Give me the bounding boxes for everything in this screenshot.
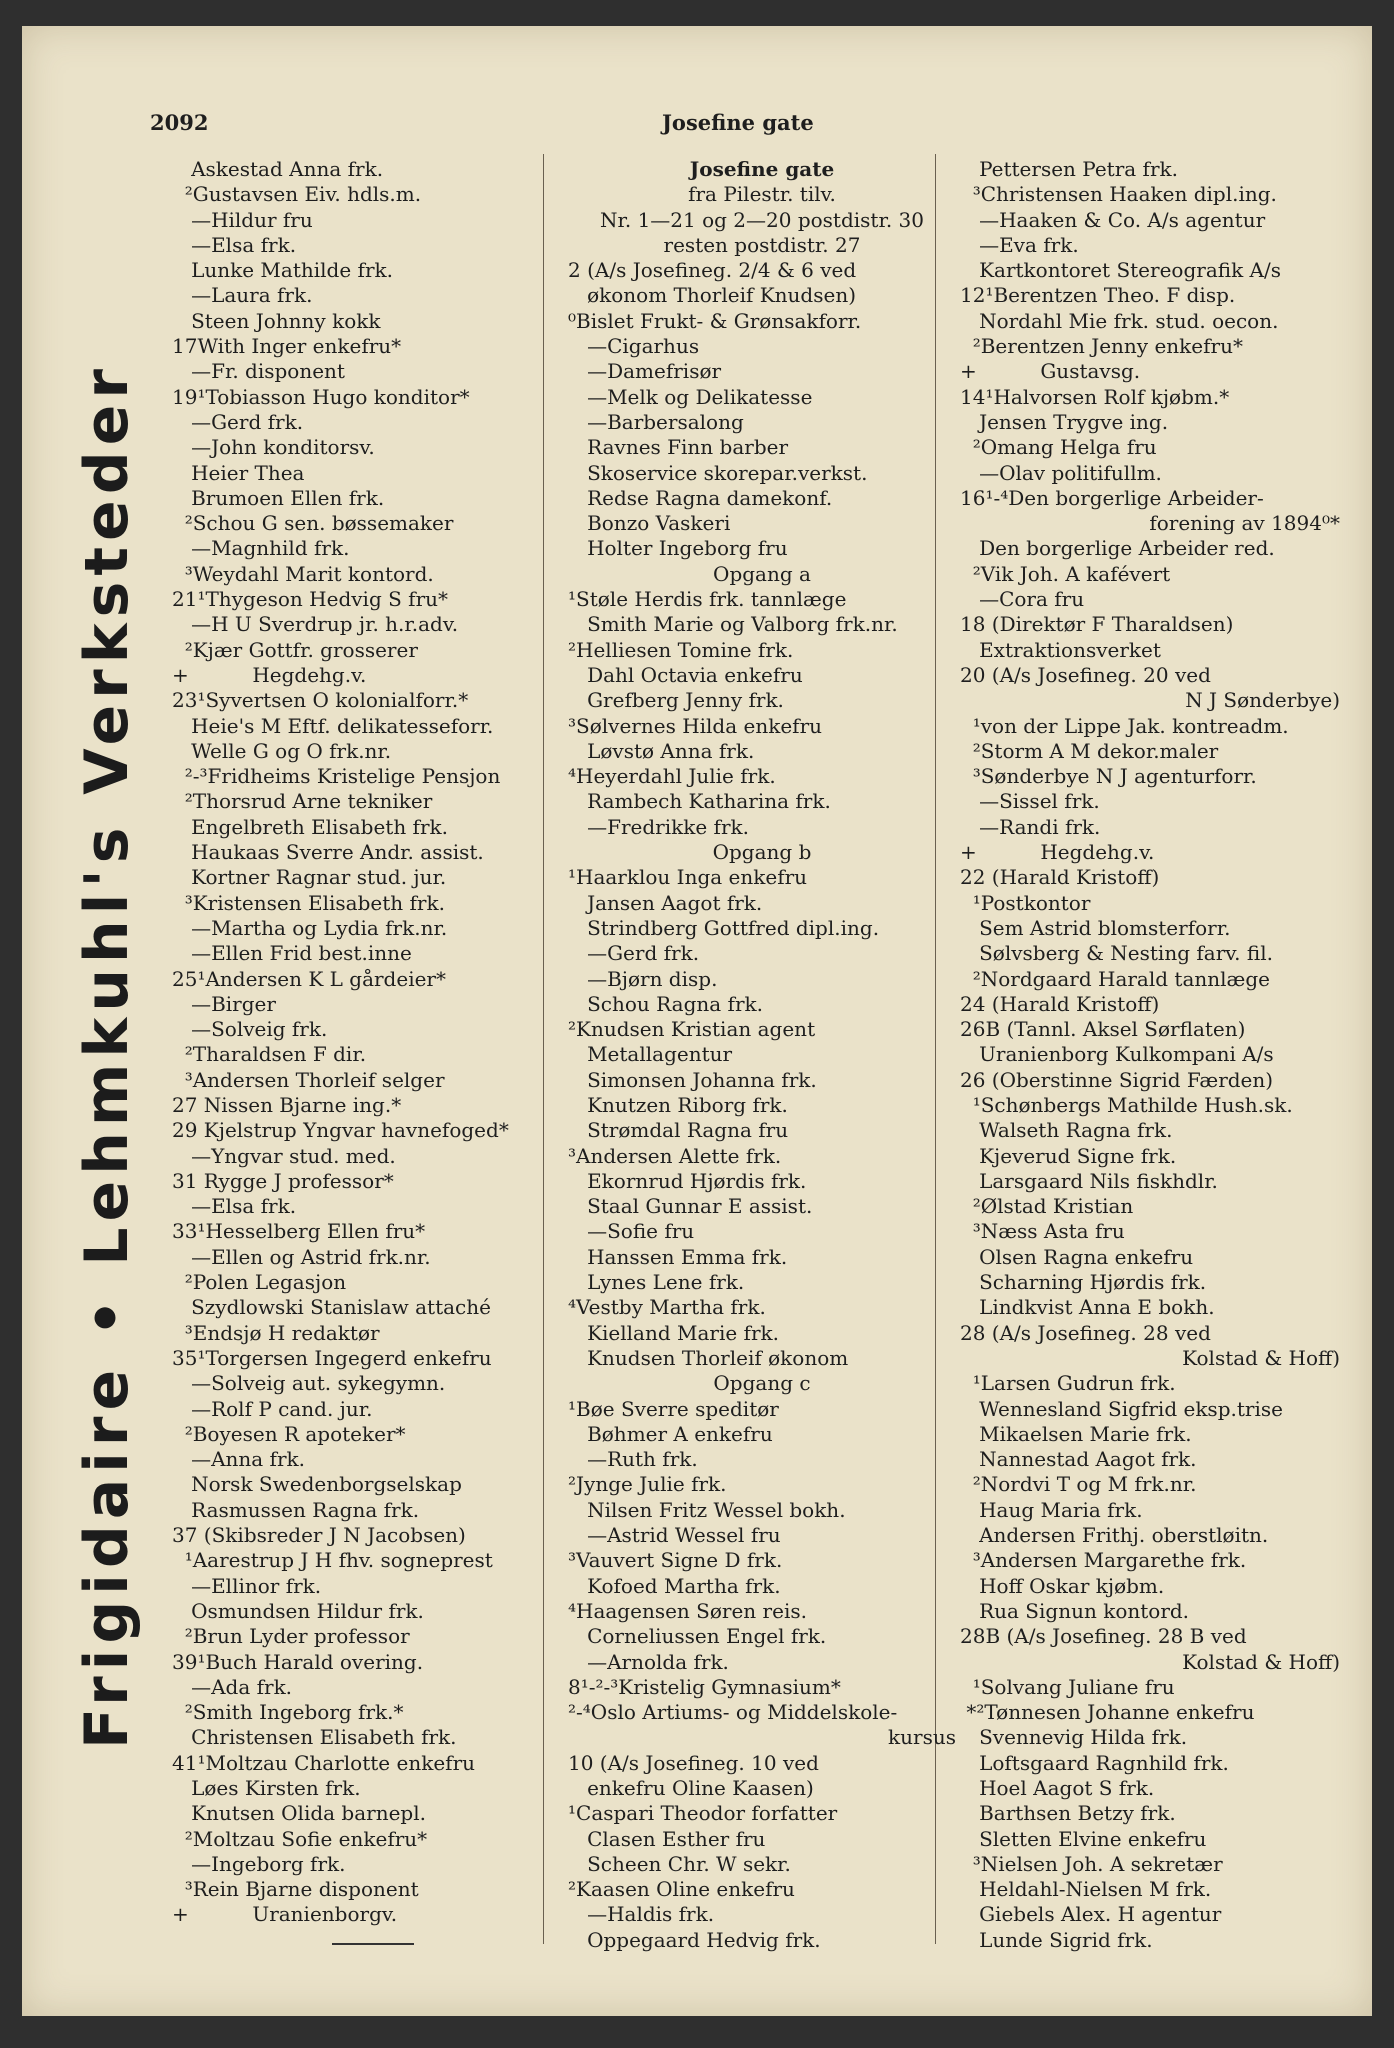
directory-entry: ¹Solvang Juliane fru [960, 1674, 1175, 1699]
directory-entry: Welle G og O frk.nr. [172, 738, 392, 763]
directory-entry: kursus [888, 1725, 956, 1750]
directory-entry: 12¹Berentzen Theo. F disp. [960, 283, 1236, 308]
directory-entry: ²Smith Ingeborg frk.* [172, 1700, 404, 1725]
directory-entry: Svennevig Hilda frk. [960, 1725, 1188, 1750]
directory-entry: ³Andersen Alette frk. [568, 1143, 782, 1168]
page-number: 2092 [150, 110, 209, 135]
directory-entry: ²Omang Helga fru [960, 435, 1157, 460]
directory-entry: Kolstad & Hoff) [1182, 1345, 1340, 1370]
directory-column-1 [172, 157, 564, 1928]
directory-entry: Loftsgaard Ragnhild frk. [960, 1750, 1229, 1775]
directory-entry: ⁴Heyerdahl Julie frk. [568, 764, 776, 789]
directory-entry: —Martha og Lydia frk.nr. [172, 915, 448, 940]
directory-entry: ¹Postkontor [960, 890, 1091, 915]
directory-entry: 35¹Torgersen Ingegerd enkefru [172, 1345, 492, 1370]
directory-entry: ²Jynge Julie frk. [568, 1472, 727, 1497]
directory-entry: Lunke Mathilde frk. [172, 258, 393, 283]
directory-entry: 25¹Andersen K L gårdeier* [172, 966, 446, 991]
directory-entry: Kofoed Martha frk. [568, 1573, 781, 1598]
directory-entry: —Sissel frk. [960, 789, 1100, 814]
directory-entry: 20 (A/s Josefineg. 20 ved [960, 662, 1211, 687]
directory-entry: Nannestad Aagot frk. [960, 1447, 1197, 1472]
directory-entry: Brumoen Ellen frk. [172, 485, 385, 510]
directory-entry: Engelbreth Elisabeth frk. [172, 814, 448, 839]
directory-entry: Hanssen Emma frk. [568, 1244, 788, 1269]
directory-entry: ²Knudsen Kristian agent [568, 1017, 816, 1042]
directory-entry: ²Brun Lyder professor [172, 1624, 410, 1649]
directory-entry: —Cora fru [960, 587, 1085, 612]
directory-entry: —Fr. disponent [172, 359, 345, 384]
directory-entry: ²Nordgaard Harald tannlæge [960, 966, 1270, 991]
directory-entry: ²Helliesen Tomine frk. [568, 637, 794, 662]
directory-entry: ¹Støle Herdis frk. tannlæge [568, 587, 847, 612]
directory-entry: Walseth Ragna frk. [960, 1118, 1173, 1143]
directory-entry: Bonzo Vaskeri [568, 511, 731, 536]
directory-entry: Opgang b [712, 840, 812, 865]
directory-entry: Hoff Oskar kjøbm. [960, 1573, 1165, 1598]
directory-entry: —Ada frk. [172, 1674, 293, 1699]
directory-entry: 10 (A/s Josefineg. 10 ved [568, 1750, 819, 1775]
end-rule [332, 1943, 414, 1945]
directory-entry: ⁴Vestby Martha frk. [568, 1295, 766, 1320]
directory-entry: 28 (A/s Josefineg. 28 ved [960, 1320, 1211, 1345]
directory-entry: —John konditorsv. [172, 435, 375, 460]
directory-entry: enkefru Oline Kaasen) [568, 1776, 814, 1800]
directory-entry: ³Vauvert Signe D frk. [568, 1548, 783, 1573]
directory-entry: Knudsen Thorleif økonom [568, 1345, 849, 1370]
directory-entry: Corneliussen Engel frk. [568, 1624, 827, 1649]
directory-entry: Schou Ragna frk. [568, 991, 763, 1016]
directory-entry: —Laura frk. [172, 283, 313, 308]
directory-page [22, 26, 1372, 2016]
directory-entry: Holter Ingeborg fru [568, 536, 788, 561]
directory-entry: Skoservice skorepar.verkst. [568, 460, 868, 485]
directory-entry: ²-³Fridheims Kristelige Pensjon [172, 764, 501, 789]
directory-entry: ³Endsjø H redaktør [172, 1320, 380, 1345]
directory-entry: Heie's M Eftf. delikatesseforr. [172, 713, 494, 738]
directory-entry: 23¹Syvertsen O kolonialforr.* [172, 688, 469, 713]
directory-entry: Haug Maria frk. [960, 1497, 1143, 1522]
directory-entry: Staal Gunnar E assist. [568, 1194, 813, 1219]
directory-entry: ⁰Bislet Frukt- & Grønsakforr. [568, 308, 862, 333]
directory-entry: Andersen Frithj. oberstløitn. [960, 1523, 1269, 1548]
directory-entry: Wennesland Sigfrid eksp.trise [960, 1396, 1283, 1421]
directory-entry: ¹Larsen Gudrun frk. [960, 1371, 1176, 1396]
directory-entry: —Arnolda frk. [568, 1649, 729, 1674]
directory-entry: —Elsa frk. [172, 1194, 297, 1219]
directory-entry: —Gerd frk. [172, 409, 304, 434]
directory-entry: —Hildur fru [172, 207, 313, 232]
directory-entry: ³Christensen Haaken dipl.ing. [960, 182, 1277, 207]
directory-entry: økonom Thorleif Knudsen) [568, 283, 857, 308]
directory-entry: + Hegdehg.v. [960, 840, 1155, 865]
directory-entry: Kortner Ragnar stud. jur. [172, 865, 447, 890]
directory-entry: ²Polen Legasjon [172, 1270, 347, 1295]
directory-entry: —Ingeborg frk. [172, 1851, 346, 1876]
directory-entry: Metallagentur [568, 1042, 733, 1067]
directory-entry: Olsen Ragna enkefru [960, 1244, 1194, 1269]
directory-entry: Hoel Aagot S frk. [960, 1776, 1155, 1800]
directory-entry: 31 Rygge J professor* [172, 1168, 394, 1193]
directory-entry: 22 (Harald Kristoff) [960, 865, 1160, 890]
directory-entry: ⁴Haagensen Søren reis. [568, 1598, 807, 1623]
directory-entry: 2 (A/s Josefineg. 2/4 & 6 ved [568, 258, 857, 283]
directory-entry: 18 (Direktør F Tharaldsen) [960, 612, 1234, 637]
directory-entry: ²Tharaldsen F dir. [172, 1042, 367, 1067]
directory-entry: —Randi frk. [960, 814, 1101, 839]
directory-entry: ²Kaasen Oline enkefru [568, 1877, 795, 1902]
directory-entry: Strømdal Ragna fru [568, 1118, 789, 1143]
directory-entry: Josefine gate [689, 157, 835, 181]
directory-entry: ²Storm A M dekor.maler [960, 738, 1219, 763]
directory-entry: —Haldis frk. [568, 1902, 715, 1927]
directory-entry: ²Moltzau Sofie enkefru* [172, 1826, 428, 1851]
directory-entry: 29 Kjelstrup Yngvar havnefoged* [172, 1118, 509, 1143]
directory-entry: Dahl Octavia enkefru [568, 662, 803, 687]
directory-entry: ³Andersen Margarethe frk. [960, 1548, 1247, 1573]
directory-entry: —Magnhild frk. [172, 536, 350, 561]
directory-entry: ³Sølvernes Hilda enkefru [568, 713, 823, 738]
directory-entry: Norsk Swedenborgselskap [172, 1472, 462, 1497]
directory-column-2 [568, 157, 956, 1953]
directory-entry: Lynes Lene frk. [568, 1270, 745, 1295]
directory-entry: 8¹-²-³Kristelig Gymnasium* [568, 1674, 841, 1699]
directory-entry: ²Gustavsen Eiv. hdls.m. [172, 182, 422, 207]
directory-entry: —Yngvar stud. med. [172, 1143, 396, 1168]
directory-entry: Extraktionsverket [960, 637, 1161, 662]
directory-entry: Larsgaard Nils fiskhdlr. [960, 1168, 1218, 1193]
directory-entry: 39¹Buch Harald overing. [172, 1649, 424, 1674]
directory-entry: —Rolf P cand. jur. [172, 1396, 373, 1421]
directory-entry: —Solveig frk. [172, 1017, 328, 1042]
directory-entry: 16¹-⁴Den borgerlige Arbeider- [960, 485, 1264, 510]
directory-entry: ³Andersen Thorleif selger [172, 1067, 445, 1092]
directory-entry: ³Weydahl Marit kontord. [172, 561, 434, 586]
directory-entry: ³Nielsen Joh. A sekretær [960, 1851, 1223, 1876]
directory-entry: —Damefrisør [568, 359, 722, 384]
directory-entry: Knutzen Riborg frk. [568, 1092, 788, 1117]
directory-entry: —Melk og Delikatesse [568, 384, 813, 409]
directory-entry: Strindberg Gottfred dipl.ing. [568, 915, 880, 940]
directory-entry: Haukaas Sverre Andr. assist. [172, 840, 484, 865]
directory-entry: Rasmussen Ragna frk. [172, 1497, 420, 1522]
directory-entry: Pettersen Petra frk. [960, 157, 1178, 181]
directory-entry: Uranienborg Kulkompani A/s [960, 1042, 1274, 1067]
directory-entry: —Solveig aut. sykegymn. [172, 1371, 446, 1396]
directory-entry: Knutsen Olida barnepl. [172, 1801, 426, 1826]
directory-column-3 [960, 157, 1340, 1953]
directory-entry: ¹Haarklou Inga enkefru [568, 865, 808, 890]
directory-entry: resten postdistr. 27 [663, 232, 861, 257]
directory-entry: Kartkontoret Stereografik A/s [960, 258, 1282, 283]
directory-entry: Bøhmer A enkefru [568, 1421, 773, 1446]
directory-entry: Szydlowski Stanislaw attaché [172, 1295, 491, 1320]
directory-entry: —Ruth frk. [568, 1447, 698, 1472]
directory-entry: —Ellen Frid best.inne [172, 941, 412, 966]
directory-entry: 27 Nissen Bjarne ing.* [172, 1092, 402, 1117]
directory-entry: 28B (A/s Josefineg. 28 B ved [960, 1624, 1247, 1649]
directory-entry: 19¹Tobiasson Hugo konditor* [172, 384, 470, 409]
directory-entry: —Anna frk. [172, 1447, 305, 1472]
directory-entry: Jansen Aagot frk. [568, 890, 763, 915]
directory-entry: Smith Marie og Valborg frk.nr. [568, 612, 898, 637]
directory-entry: ²Thorsrud Arne tekniker [172, 789, 433, 814]
directory-entry: + Gustavsg. [960, 359, 1141, 384]
directory-entry: —Barbersalong [568, 409, 744, 434]
directory-entry: 41¹Moltzau Charlotte enkefru [172, 1750, 476, 1775]
directory-entry: Oppegaard Hedvig frk. [568, 1927, 821, 1952]
directory-entry: ³Kristensen Elisabeth frk. [172, 890, 445, 915]
directory-entry: —Cigarhus [568, 334, 700, 359]
directory-entry: Kielland Marie frk. [568, 1320, 779, 1345]
directory-entry: Opgang c [713, 1371, 811, 1396]
directory-entry: Løes Kirsten frk. [172, 1776, 361, 1800]
directory-entry: Opgang a [713, 561, 811, 586]
directory-entry: Giebels Alex. H agentur [960, 1902, 1222, 1927]
directory-entry: ²Kjær Gottfr. grosserer [172, 637, 418, 662]
directory-entry: + Hegdehg.v. [172, 662, 367, 687]
directory-entry: —Eva frk. [960, 232, 1079, 257]
directory-entry: 37 (Skibsreder J N Jacobsen) [172, 1523, 466, 1548]
directory-entry: 24 (Harald Kristoff) [960, 991, 1160, 1016]
directory-entry: Mikaelsen Marie frk. [960, 1421, 1192, 1446]
directory-entry: ²Schou G sen. bøssemaker [172, 511, 454, 536]
directory-entry: 33¹Hesselberg Ellen fru* [172, 1219, 426, 1244]
directory-entry: Heier Thea [172, 460, 305, 485]
directory-entry: Løvstø Anna frk. [568, 738, 755, 763]
directory-entry: 17With Inger enkefru* [172, 334, 402, 359]
directory-entry: —Haaken & Co. A/s agentur [960, 207, 1266, 232]
directory-entry: 26 (Oberstinne Sigrid Færden) [960, 1067, 1274, 1092]
directory-entry: Steen Johnny kokk [172, 308, 381, 333]
directory-entry: Heldahl-Nielsen M frk. [960, 1877, 1212, 1902]
directory-entry: ³Næss Asta fru [960, 1219, 1125, 1244]
directory-entry: 26B (Tannl. Aksel Sørflaten) [960, 1017, 1246, 1042]
directory-entry: ¹Schønbergs Mathilde Hush.sk. [960, 1092, 1293, 1117]
side-advertisement-text: Frigidaire • Lehmkuhl's Verksteder [72, 363, 142, 1749]
directory-entry: Sølvsberg & Nesting farv. fil. [960, 941, 1273, 966]
directory-entry: Askestad Anna frk. [172, 157, 384, 181]
directory-entry: Kjeverud Signe frk. [960, 1143, 1177, 1168]
directory-entry: Jensen Trygve ing. [960, 409, 1169, 434]
directory-entry: ³Rein Bjarne disponent [172, 1877, 419, 1902]
directory-entry: Christensen Elisabeth frk. [172, 1725, 457, 1750]
directory-entry: —Astrid Wessel fru [568, 1523, 781, 1548]
running-header: Josefine gate [662, 110, 814, 135]
directory-entry: —Birger [172, 991, 276, 1016]
directory-entry: *²Tønnesen Johanne enkefru [960, 1700, 1255, 1725]
directory-entry: forening av 1894⁰* [1149, 511, 1340, 536]
directory-entry: + Uranienborgv. [172, 1902, 398, 1927]
directory-entry: Lindkvist Anna E bokh. [960, 1295, 1215, 1320]
directory-entry: ²Ølstad Kristian [960, 1194, 1134, 1219]
directory-entry: Nilsen Fritz Wessel bokh. [568, 1497, 846, 1522]
directory-entry: Redse Ragna damekonf. [568, 485, 833, 510]
directory-entry: —Fredrikke frk. [568, 814, 749, 839]
directory-entry: N J Sønderbye) [1185, 688, 1340, 713]
directory-entry: fra Pilestr. tilv. [688, 182, 836, 207]
directory-entry: Ravnes Finn barber [568, 435, 789, 460]
directory-entry: —Elsa frk. [172, 232, 297, 257]
side-advertisement-band [52, 316, 162, 1796]
directory-entry: ¹Caspari Theodor forfatter [568, 1801, 838, 1826]
directory-entry: —Ellen og Astrid frk.nr. [172, 1244, 431, 1269]
directory-entry: 21¹Thygeson Hedvig S fru* [172, 587, 449, 612]
directory-entry: Rambech Katharina frk. [568, 789, 831, 814]
directory-entry: Osmundsen Hildur frk. [172, 1598, 424, 1623]
directory-entry: Scheen Chr. W sekr. [568, 1851, 791, 1876]
directory-entry: ²-⁴Oslo Artiums- og Middelskole- [568, 1700, 898, 1725]
directory-entry: ³Sønderbye N J agenturforr. [960, 764, 1257, 789]
directory-entry: Rua Signun kontord. [960, 1598, 1190, 1623]
directory-entry: Kolstad & Hoff) [1182, 1649, 1340, 1674]
directory-entry: ²Nordvi T og M frk.nr. [960, 1472, 1197, 1497]
directory-entry: —Bjørn disp. [568, 966, 718, 991]
directory-entry: ¹Aarestrup J H fhv. sogneprest [172, 1548, 493, 1573]
directory-entry: —Ellinor frk. [172, 1573, 322, 1598]
directory-entry: Sem Astrid blomsterforr. [960, 915, 1231, 940]
directory-entry: —Olav politifullm. [960, 460, 1162, 485]
directory-entry: —H U Sverdrup jr. h.r.adv. [172, 612, 459, 637]
directory-entry: Nr. 1—21 og 2—20 postdistr. 30 [599, 207, 924, 232]
directory-entry: Lunde Sigrid frk. [960, 1927, 1153, 1952]
directory-entry: ²Berentzen Jenny enkefru* [960, 334, 1243, 359]
directory-entry: ²Vik Joh. A kafévert [960, 561, 1171, 586]
directory-entry: Grefberg Jenny frk. [568, 688, 784, 713]
directory-entry: Den borgerlige Arbeider red. [960, 536, 1275, 561]
directory-entry: Sletten Elvine enkefru [960, 1826, 1207, 1851]
directory-entry: ¹Bøe Sverre speditør [568, 1396, 779, 1421]
directory-entry: 14¹Halvorsen Rolf kjøbm.* [960, 384, 1230, 409]
directory-entry: Barthsen Betzy frk. [960, 1801, 1176, 1826]
directory-entry: ²Boyesen R apoteker* [172, 1421, 406, 1446]
directory-entry: Nordahl Mie frk. stud. oecon. [960, 308, 1279, 333]
directory-entry: ¹von der Lippe Jak. kontreadm. [960, 713, 1289, 738]
directory-entry: Clasen Esther fru [568, 1826, 766, 1851]
directory-entry: Ekornrud Hjørdis frk. [568, 1168, 807, 1193]
directory-entry: —Gerd frk. [568, 941, 700, 966]
directory-entry: Simonsen Johanna frk. [568, 1067, 817, 1092]
directory-entry: Scharning Hjørdis frk. [960, 1270, 1207, 1295]
directory-entry: —Sofie fru [568, 1219, 695, 1244]
